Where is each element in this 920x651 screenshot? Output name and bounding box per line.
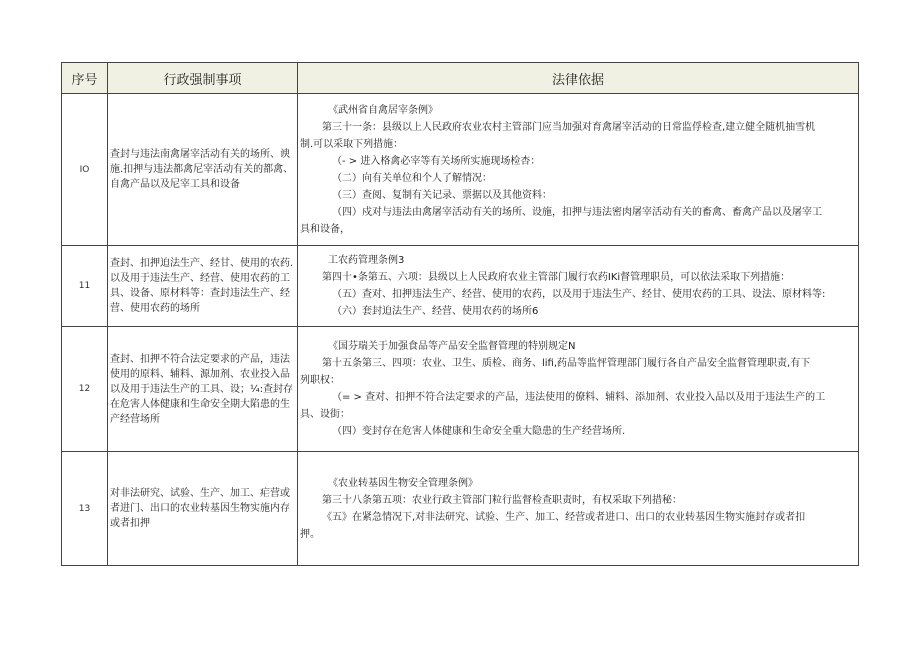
- law-line: （六）套封迫法生产、经营、使用农药的场所6: [332, 306, 539, 317]
- law-line: （= > 查对、扣押不符合法定要求的产品，违法使用的僚料、辅料、添加剂、农业投入品以及用于违法生产的工: [332, 392, 826, 403]
- law-line: 具和设备，: [300, 223, 350, 235]
- row-number: 12: [62, 327, 108, 452]
- header-item: 行政强制事项: [108, 63, 298, 94]
- law-line: （- > 进入格禽必宰等有关场所实施现场检杏：: [332, 155, 541, 167]
- law-line: 押。: [300, 528, 320, 540]
- header-row: [62, 63, 859, 94]
- law-line: 第三十一条：县级以上人民政府农业农村主管部门应当加强对育禽屠宰活动的日常监俘检查,建立健全随机抽雪机: [322, 121, 816, 133]
- law-line: （三）查阅、复制有关记录、票据以及其他资料：: [332, 189, 552, 201]
- law-line: （四）变封存在危害人体健康和生命安全重大隐患的生产经营场所.: [332, 426, 626, 437]
- table-row: [62, 327, 859, 452]
- row-number: 13: [62, 452, 108, 566]
- law-line: 《五》在紧急情况下,对非法研究、试验、生产、加工、经营或者进口、出口的农业转基因生物实施封存或者扣: [322, 511, 806, 523]
- row-number: 11: [62, 246, 108, 327]
- law-line: 第四十•条第五、六项：县级以上人民政府农业主管部门履行农药IKi督管理职员，可以依法采取下列措施：: [322, 272, 791, 283]
- table-row: [62, 94, 859, 246]
- header-law: 法律依据: [298, 63, 859, 94]
- document-page: [61, 62, 858, 583]
- law-title: 《国芬瑞关于加强食品等产品安全监督管理的特别规定N: [328, 341, 576, 352]
- enforcement-item: 查封与违法南禽屠宰活动有关的场所、谀施.扣押与违法都禽尼宰活动有关的都禽、自禽产品以及尼宰工具和设备: [108, 94, 298, 246]
- law-line: 列职权：: [300, 375, 340, 386]
- legal-basis: [298, 94, 859, 246]
- legal-basis: [298, 327, 859, 452]
- enforcement-item: 查封、扣押不符合法定要求的产品，违法使用的原料、辅料、源加剂、农业投入品以及用于违法生产的工具、设；¼:查封存在危害人体健康和生命安全期大陷患的生产经营场所: [108, 327, 298, 452]
- enforcement-table: [61, 62, 859, 566]
- law-line: 制.可以采取下列措施：: [300, 138, 404, 150]
- enforcement-item: 查封、扣押迫法生产、经甘、使用的农药.以及用于违法生产、经营、使用农药的工具、设备、原材料等：查封违法生产、经营、使用农药的场所: [108, 246, 298, 327]
- law-line: （二）向有关单位和个人了解情况：: [332, 172, 492, 184]
- header-no: 序号: [62, 63, 108, 94]
- law-title: 工农药管理条例3: [328, 255, 405, 266]
- law-title: 《农业转基因生物安全管理条例》: [328, 477, 478, 489]
- table-row: [62, 452, 859, 566]
- law-line: 第三十八条第五项：农业行政主管部门粒行监督检查职责时，有权采取下列措秘：: [322, 494, 682, 506]
- law-line: （五）查对、扣押违法生产、经营、使用的农药，以及用于违法生产、经甘、使用农药的工具、设法、原材料等:: [332, 289, 826, 300]
- law-line: 第十五条第三、四项：农业、卫生、质检、商务、lifi,药品等监怦管理部门履行各自产品安全监督管理职责,有下: [322, 358, 811, 369]
- legal-basis: [298, 246, 859, 327]
- enforcement-item: 对非法研究、试验、生产、加工、疟营或者进门、出口的农业转基因生物实施内存或者扣押: [108, 452, 298, 566]
- table-row: [62, 246, 859, 327]
- legal-basis: [298, 452, 859, 566]
- row-number: IO: [62, 94, 108, 246]
- law-line: 具、设街：: [300, 409, 350, 420]
- law-line: （四）戍对与违法由禽屠宰活动有关的场所、设施，扣押与违法密肉屠宰活动有关的畜禽、畜禽产品以及屠宰工: [332, 206, 822, 218]
- law-title: 《武州省自禽居宰条例》: [328, 104, 438, 116]
